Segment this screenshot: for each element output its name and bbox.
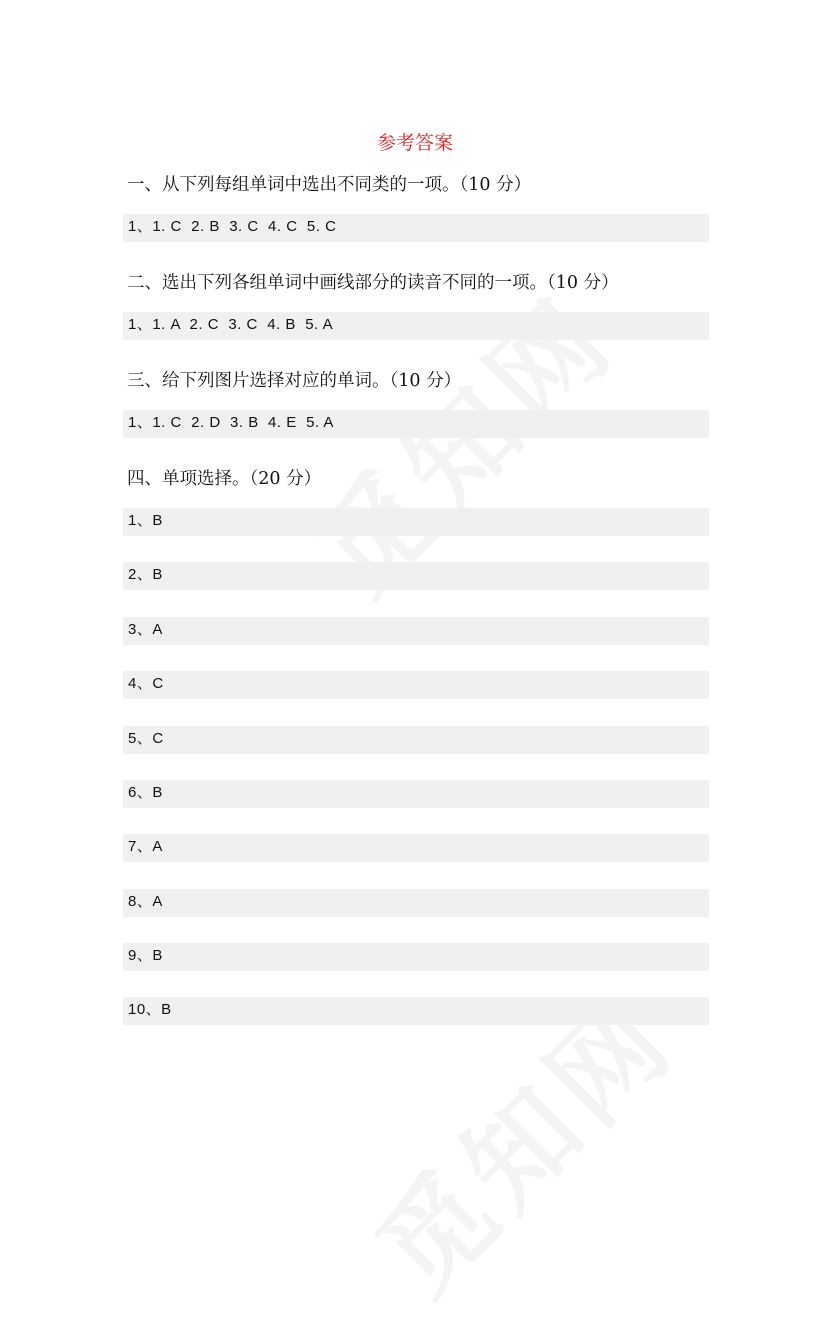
answer-text: 7、A: [128, 838, 163, 855]
answer-row: [123, 617, 709, 645]
answer-text: 1、B: [128, 512, 163, 529]
answer-row: [123, 214, 709, 242]
section-heading: 四、单项选择。（20 分）: [127, 469, 322, 489]
answer-row: [123, 780, 709, 808]
answer-text: 9、B: [128, 947, 163, 964]
answer-text: 1、1. C 2. B 3. C 4. C 5. C: [128, 218, 337, 235]
answer-row: [123, 671, 709, 699]
answer-row: [123, 943, 709, 971]
answer-text: 10、B: [128, 1001, 172, 1018]
answer-text: 8、A: [128, 893, 163, 910]
page-title: 参考答案: [376, 132, 453, 154]
answer-text: 4、C: [128, 675, 164, 692]
section-heading: 一、从下列每组单词中选出不同类的一项。（10 分）: [127, 175, 532, 195]
answer-row: [123, 997, 709, 1025]
answer-row: [123, 410, 709, 438]
answer-row: [123, 562, 709, 590]
answer-row: [123, 834, 709, 862]
answer-text: 2、B: [128, 566, 163, 583]
section-heading: 二、选出下列各组单词中画线部分的读音不同的一项。（10 分）: [127, 273, 619, 293]
answer-row: [123, 889, 709, 917]
answer-text: 3、A: [128, 621, 163, 638]
answer-text: 6、B: [128, 784, 163, 801]
answer-row: [123, 726, 709, 754]
answer-text: 1、1. A 2. C 3. C 4. B 5. A: [128, 316, 334, 333]
answer-row: [123, 312, 709, 340]
section-heading: 三、给下列图片选择对应的单词。（10 分）: [127, 371, 462, 391]
answer-text: 1、1. C 2. D 3. B 4. E 5. A: [128, 414, 334, 431]
answer-row: [123, 508, 709, 536]
answer-text: 5、C: [128, 730, 164, 747]
